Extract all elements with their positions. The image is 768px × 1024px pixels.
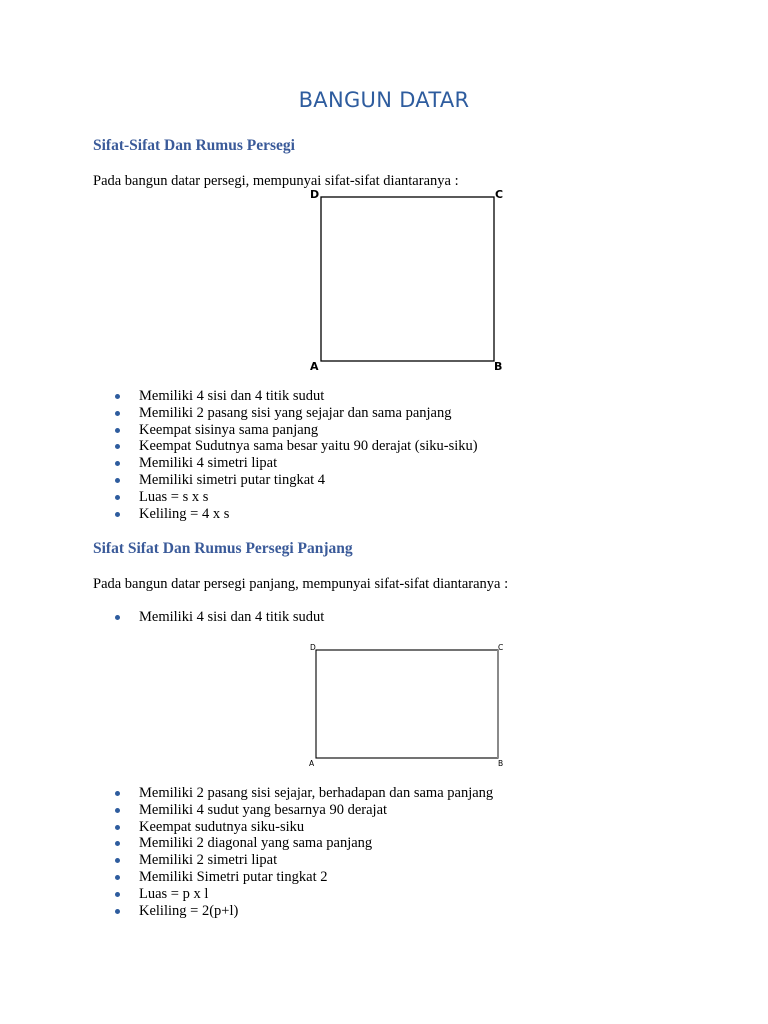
list-item	[93, 422, 478, 439]
list-item-text: Keliling = 4 x s	[139, 505, 230, 522]
list-item	[93, 852, 493, 869]
list-item-text: Keempat Sudutnya sama besar yaitu 90 derajat (siku-siku)	[139, 438, 478, 455]
bullet-icon	[115, 394, 120, 399]
bullet-icon	[115, 428, 120, 433]
bullet-icon	[115, 892, 120, 897]
bullet-icon	[115, 478, 120, 483]
bullet-icon	[115, 825, 120, 830]
square-label-a: A	[310, 360, 319, 373]
list-item	[93, 472, 478, 489]
list-item-text: Memiliki 4 simetri lipat	[139, 455, 278, 472]
list-item-text: Memiliki 2 diagonal yang sama panjang	[139, 835, 373, 852]
list-item-text: Keliling = 2(p+l)	[139, 902, 239, 919]
rectangle-shape	[316, 650, 498, 758]
list-item	[93, 609, 324, 626]
list-item-text: Memiliki simetri putar tingkat 4	[139, 471, 326, 488]
list-item	[93, 869, 493, 886]
persegi-panjang-first-property	[93, 609, 324, 626]
bullet-icon	[115, 791, 120, 796]
list-item	[93, 506, 478, 523]
bullet-icon	[115, 841, 120, 846]
list-item	[93, 903, 493, 920]
list-item	[93, 405, 478, 422]
list-item	[93, 835, 493, 852]
list-item	[93, 455, 478, 472]
square-label-b: B	[494, 360, 503, 373]
list-item-text: Keempat sisinya sama panjang	[139, 421, 319, 438]
persegi-property-list	[93, 388, 478, 522]
bullet-icon	[115, 495, 120, 500]
list-item	[93, 886, 493, 903]
rectangle-label-c: C	[498, 643, 504, 652]
list-item	[93, 819, 493, 836]
square-label-c: C	[495, 188, 504, 201]
list-item-text: Keempat sudutnya siku-siku	[139, 818, 305, 835]
list-item-text: Memiliki 2 pasang sisi sejajar, berhadapan dan sama panjang	[139, 785, 494, 801]
persegi-panjang-property-list	[93, 785, 493, 919]
square-shape	[321, 197, 494, 361]
page-title: BANGUN DATAR	[298, 88, 470, 112]
square-figure	[305, 185, 515, 377]
list-item	[93, 388, 478, 405]
list-item	[93, 438, 478, 455]
list-item	[93, 802, 493, 819]
persegi-panjang-intro: Pada bangun datar persegi panjang, mempunyai sifat-sifat diantaranya :	[93, 576, 509, 592]
bullet-icon	[115, 909, 120, 914]
bullet-icon	[115, 875, 120, 880]
list-item-text: Memiliki 4 sisi dan 4 titik sudut	[139, 609, 325, 625]
square-label-d: D	[310, 188, 320, 201]
bullet-icon	[115, 512, 120, 517]
list-item-text: Memiliki Simetri putar tingkat 2	[139, 868, 328, 885]
bullet-icon	[115, 858, 120, 863]
list-item	[93, 489, 478, 506]
list-item-text: Memiliki 4 sudut yang besarnya 90 derajat	[139, 801, 388, 818]
persegi-intro: Pada bangun datar persegi, mempunyai sifat-sifat diantaranya :	[93, 173, 459, 189]
list-item	[93, 785, 493, 802]
bullet-icon	[115, 444, 120, 449]
list-item-text: Luas = p x l	[139, 885, 209, 902]
list-item-text: Memiliki 2 pasang sisi yang sejajar dan sama panjang	[139, 404, 452, 421]
bullet-icon	[115, 411, 120, 416]
bullet-icon	[115, 615, 120, 620]
list-item-text: Memiliki 2 simetri lipat	[139, 852, 278, 869]
rectangle-label-b: B	[498, 759, 504, 768]
list-item-text: Memiliki 4 sisi dan 4 titik sudut	[139, 388, 325, 404]
section-heading-persegi: Sifat-Sifat Dan Rumus Persegi	[93, 137, 295, 154]
bullet-icon	[115, 808, 120, 813]
rectangle-figure	[305, 640, 511, 770]
rectangle-label-d: D	[310, 643, 316, 652]
rectangle-label-a: A	[309, 759, 315, 768]
list-item-text: Luas = s x s	[139, 488, 209, 505]
section-heading-persegi-panjang: Sifat Sifat Dan Rumus Persegi Panjang	[93, 540, 353, 557]
bullet-icon	[115, 461, 120, 466]
